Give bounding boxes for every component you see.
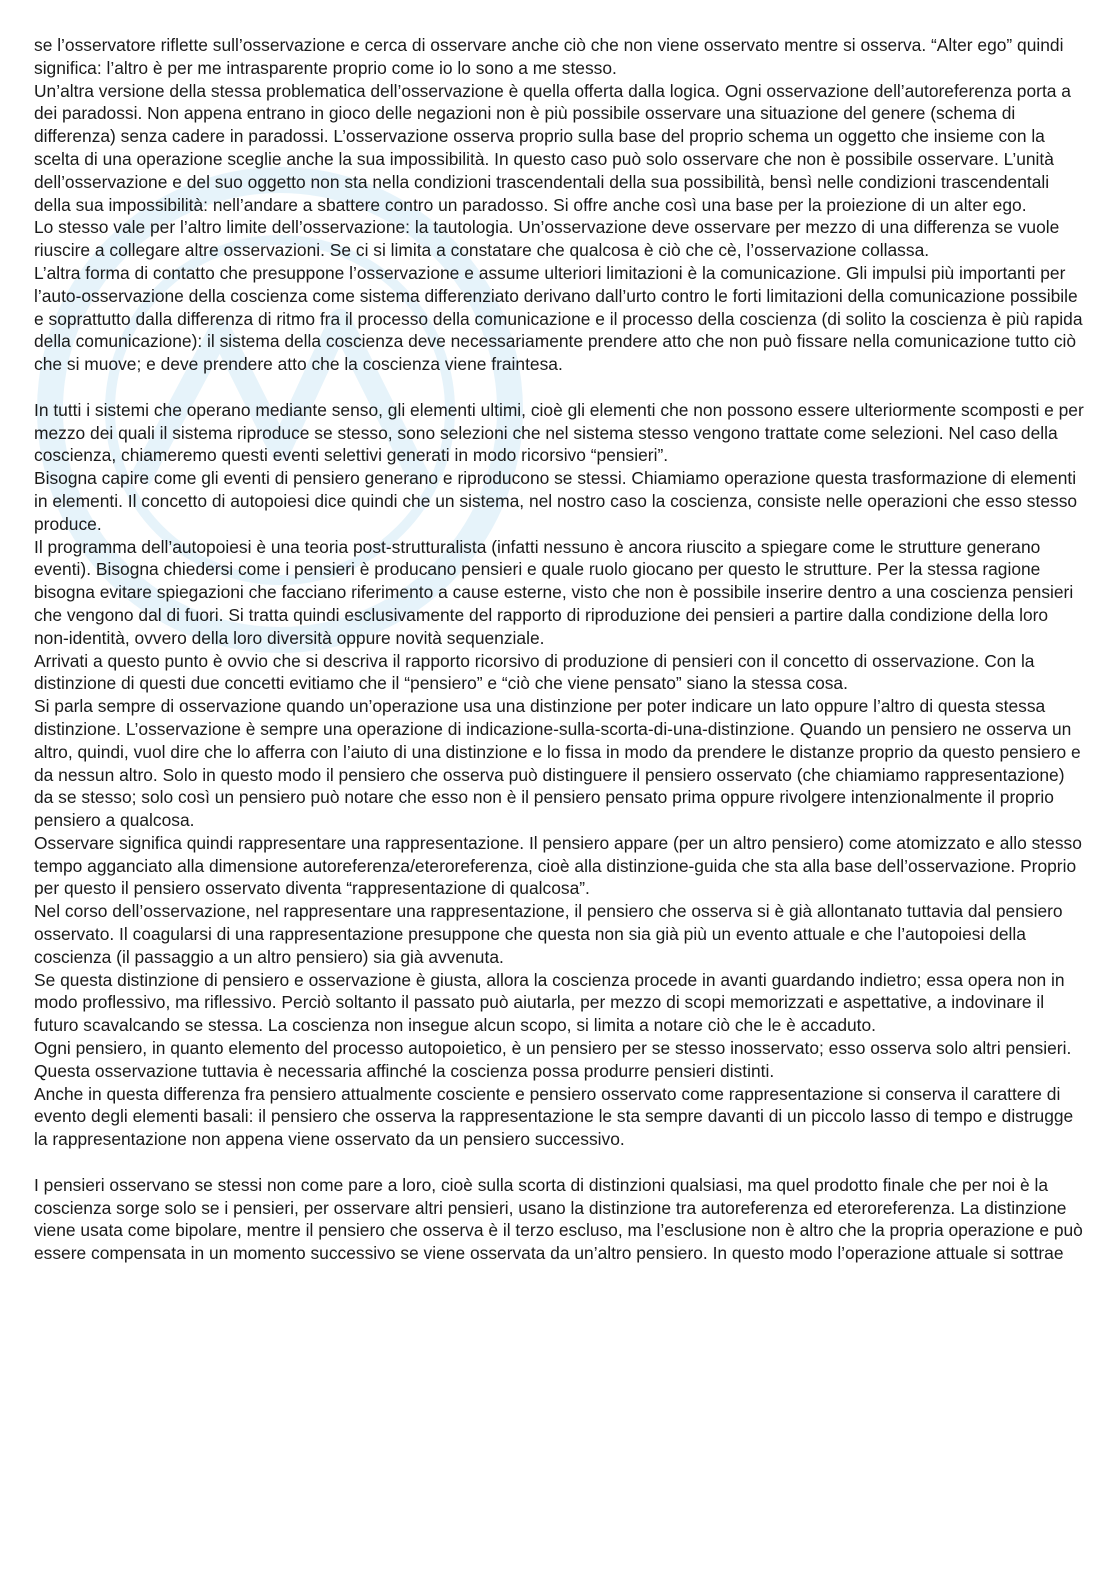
paragraph: se l’osservatore riflette sull’osservazione e cerca di osservare anche ciò che non viene osservato mentre si osserva. “Alter ego” quindi significa: l’altro è per me intrasparente proprio come io lo sono a me stesso. <box>34 35 1064 78</box>
paragraph: Nel corso dell’osservazione, nel rappresentare una rappresentazione, il pensiero che osserva si è già allontanato tuttavia dal pensiero osservato. Il coagularsi di una rappresentazione presuppone che questa non sia già più un evento attuale e che l’autopoiesi della coscienza (il passaggio a un altro pensiero) sia già avvenuta. <box>34 901 1063 967</box>
paragraph: Il programma dell’autopoiesi è una teoria post-strutturalista (infatti nessuno è ancora riuscito a spiegare come le strutture generano eventi). Bisogna chiedersi come i pensieri è producano pensieri e quale ruolo giocano per questo le strutture. Per la stessa ragione bisogna evitare spiegazioni che facciano riferimento a cause esterne, visto che non è possibile inserire dentro a una coscienza pensieri che vengono dal di fuori. Si tratta quindi esclusivamente del rapporto di riproduzione dei pensieri a partire dalla condizione della loro non-identità, ovvero della loro diversità oppure novità sequenziale. <box>34 536 1074 648</box>
paragraph: Lo stesso vale per l’altro limite dell’osservazione: la tautologia. Un’osservazione deve osservare per mezzo di una differenza se vuole riuscire a collegare altre osservazioni. Se ci si limita a constatare che qualcosa è ciò che cè, l’osservazione collassa. <box>34 217 1060 261</box>
paragraph: I pensieri osservano se stessi non come pare a loro, cioè sulla scorta di distinzioni qualsiasi, ma quel prodotto finale che per noi è la coscienza sorge solo se i pensieri, per osservare altri pensieri, usano la distinzione tra autoreferenza ed eteroreferenza. La distinzione viene usata come bipolare, mentre il pensiero che osserva è il terzo escluso, ma l’esclusione non è altro che la propria operazione e può essere compensata in un momento successivo se viene osservata da un’altro pensiero. In questo modo l’operazione attuale si sottrae <box>34 1174 1083 1264</box>
paragraph: In tutti i sistemi che operano mediante senso, gli elementi ultimi, cioè gli elementi che non possono essere ulteriormente scomposti e per mezzo dei quali il sistema riproduce se stesso, sono selezioni che nel sistema stesso vengono trattate come selezioni. Nel caso della coscienza, chiameremo questi eventi selettivi generati in modo ricorsivo “pensieri”. <box>34 399 1084 466</box>
paragraph: Arrivati a questo punto è ovvio che si descriva il rapporto ricorsivo di produzione di pensieri con il concetto di osservazione. Con la distinzione di questi due concetti evitiamo che il “pensiero” e “ciò che viene pensato” siano la stessa cosa. <box>34 650 1035 694</box>
paragraph: Bisogna capire come gli eventi di pensiero generano e riproducono se stessi. Chiamiamo operazione questa trasformazione di elementi in elementi. Il concetto di autopoiesi dice quindi che un sistema, nel nostro caso la coscienza, consiste nelle operazioni che esso stesso produce. <box>34 468 1078 534</box>
document-body <box>34 34 1086 1265</box>
paragraph: L’altra forma di contatto che presuppone l’osservazione e assume ulteriori limitazioni è la comunicazione. Gli impulsi più importanti per l’auto-osservazione della coscienza come sistema differenziato derivano dall’urto contro le forti limitazioni della comunicazione possibile e soprattutto dalla differenza di ritmo fra il processo della comunicazione e il processo della coscienza (di solito la coscienza è più rapida della comunicazione): il sistema della coscienza deve necessariamente prendere atto che non può fissare nella comunicazione tutto ciò che si muove; e deve prendere atto che la coscienza viene fraintesa. <box>34 262 1083 375</box>
paragraph: Anche in questa differenza fra pensiero attualmente cosciente e pensiero osservato come rappresentazione si conserva il carattere di evento degli elementi basali: il pensiero che osserva la rappresentazione le sta sempre davanti di un piccolo lasso di tempo e distrugge la rappresentazione non appena viene osservato da un pensiero successivo. <box>34 1083 1074 1150</box>
paragraph: Ogni pensiero, in quanto elemento del processo autopoietico, è un pensiero per se stesso inosservato; esso osserva solo altri pensieri. Questa osservazione tuttavia è necessaria affinché la coscienza possa produrre pensieri distinti. <box>34 1038 1072 1081</box>
paragraph: Un’altra versione della stessa problematica dell’osservazione è quella offerta dalla logica. Ogni osservazione dell’autoreferenza porta a dei paradossi. Non appena entrano in gioco delle negazioni non è più possibile osservare una situazione del genere (schema di differenza) senza cadere in paradossi. L’osservazione osserva proprio sulla base del proprio schema un oggetto che insieme con la scelta di una operazione sceglie anche la sua impossibilità. In questo caso può solo osservare che non è possibile osservare. L’unità dell’osservazione e del suo oggetto non sta nella condizioni trascendentali della sua possibilità, bensì nelle condizioni trascendentali della sua impossibilità: nell’andare a sbattere contro un paradosso. Si offre anche così una base per la proiezione di un alter ego. <box>34 80 1071 215</box>
paragraph: Osservare significa quindi rappresentare una rappresentazione. Il pensiero appare (per un altro pensiero) come atomizzato e allo stesso tempo agganciato alla dimensione autoreferenza/eteroreferenza, cioè alla distinzione-guida che sta alla base dell’osservazione. Proprio per questo il pensiero osservato diventa “rappresentazione di qualcosa”. <box>34 832 1082 899</box>
paragraph: Se questa distinzione di pensiero e osservazione è giusta, allora la coscienza procede in avanti guardando indietro; essa opera non in modo proflessivo, ma riflessivo. Perciò soltanto il passato può aiutarla, per mezzo di scopi memorizzati e aspettative, a indovinare il futuro scavalcando se stessa. La coscienza non insegue alcun scopo, si limita a notare ciò che le è accaduto. <box>34 969 1065 1036</box>
paragraph: Si parla sempre di osservazione quando un’operazione usa una distinzione per poter indicare un lato oppure l’altro di questa stessa distinzione. L’osservazione è sempre una operazione di indicazione-sulla-scorta-di-una-distinzione. Quando un pensiero ne osserva un altro, quindi, vuol dire che lo afferra con l’aiuto di una distinzione e lo fissa in modo da prendere le distanze proprio da questo pensiero e da nessun altro. Solo in questo modo il pensiero che osserva può distinguere il pensiero osservato (che chiamiamo rappresentazione) da se stesso; solo così un pensiero può notare che esso non è il pensiero pensato prima oppure rivolgere intenzionalmente il proprio pensiero a qualcosa. <box>34 696 1081 831</box>
